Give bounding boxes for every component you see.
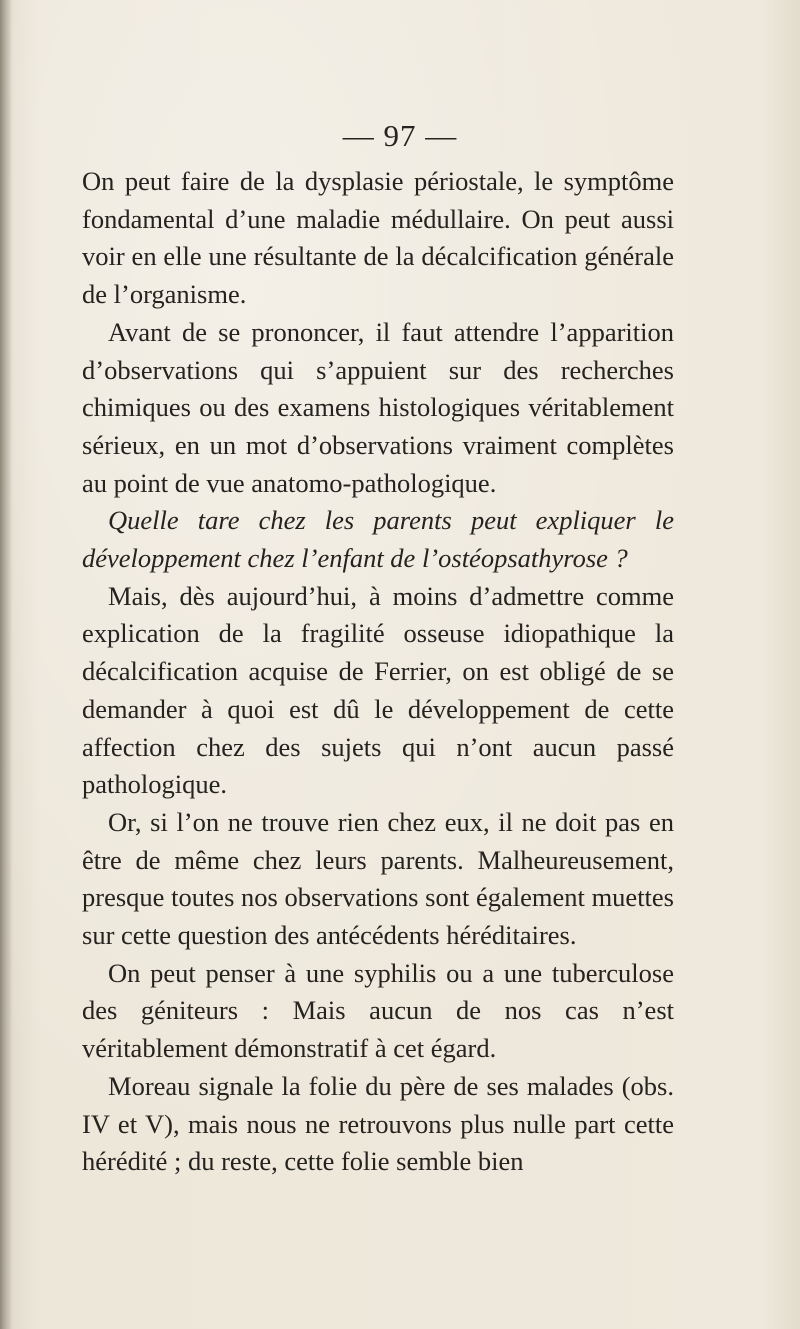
paragraph-7: Moreau signale la folie du père de ses malades (obs. IV et V), mais nous ne retrouvons plus nulle part cette hérédité ; du reste, cette folie semble bien <box>82 1070 674 1177</box>
page-number: — 97 — <box>342 118 458 153</box>
paragraph-4: Mais, dès aujourd’hui, à moins d’admettre comme explication de la fragilité osseuse idiopathique la décalcification acquise de Ferrier, on est obligé de se demander à quoi est dû le développement de cette affection chez des sujets qui n’ont aucun passé pathologique. <box>82 580 674 800</box>
body-text <box>82 163 674 1181</box>
paragraph-2: Avant de se prononcer, il faut attendre l’apparition d’observations qui s’appuient sur des recherches chimiques ou des examens histologiques véritablement sérieux, en un mot d’observations vraiment complètes au point de vue anatomo-pathologique. <box>82 316 674 498</box>
page-binding-edge <box>0 0 12 1329</box>
paragraph-6: On peut penser à une syphilis ou a une tuberculose des géniteurs : Mais aucun de nos cas n’est véritablement démonstratif à cet égard. <box>82 957 674 1064</box>
paragraph-1: On peut faire de la dysplasie périostale, le symptôme fondamental d’une maladie médullaire. On peut aussi voir en elle une résultante de la décalcification générale de l’organisme. <box>82 166 674 310</box>
paragraph-5: Or, si l’on ne trouve rien chez eux, il ne doit pas en être de même chez leurs parents. Malheureusement, presque toutes nos observations sont également muettes sur cette question des antécédents héréditaires. <box>82 806 674 951</box>
paragraph-3-italic-question: Quelle tare chez les parents peut expliquer le développement chez l’enfant de l’ostéopsathyrose ? <box>82 505 674 574</box>
